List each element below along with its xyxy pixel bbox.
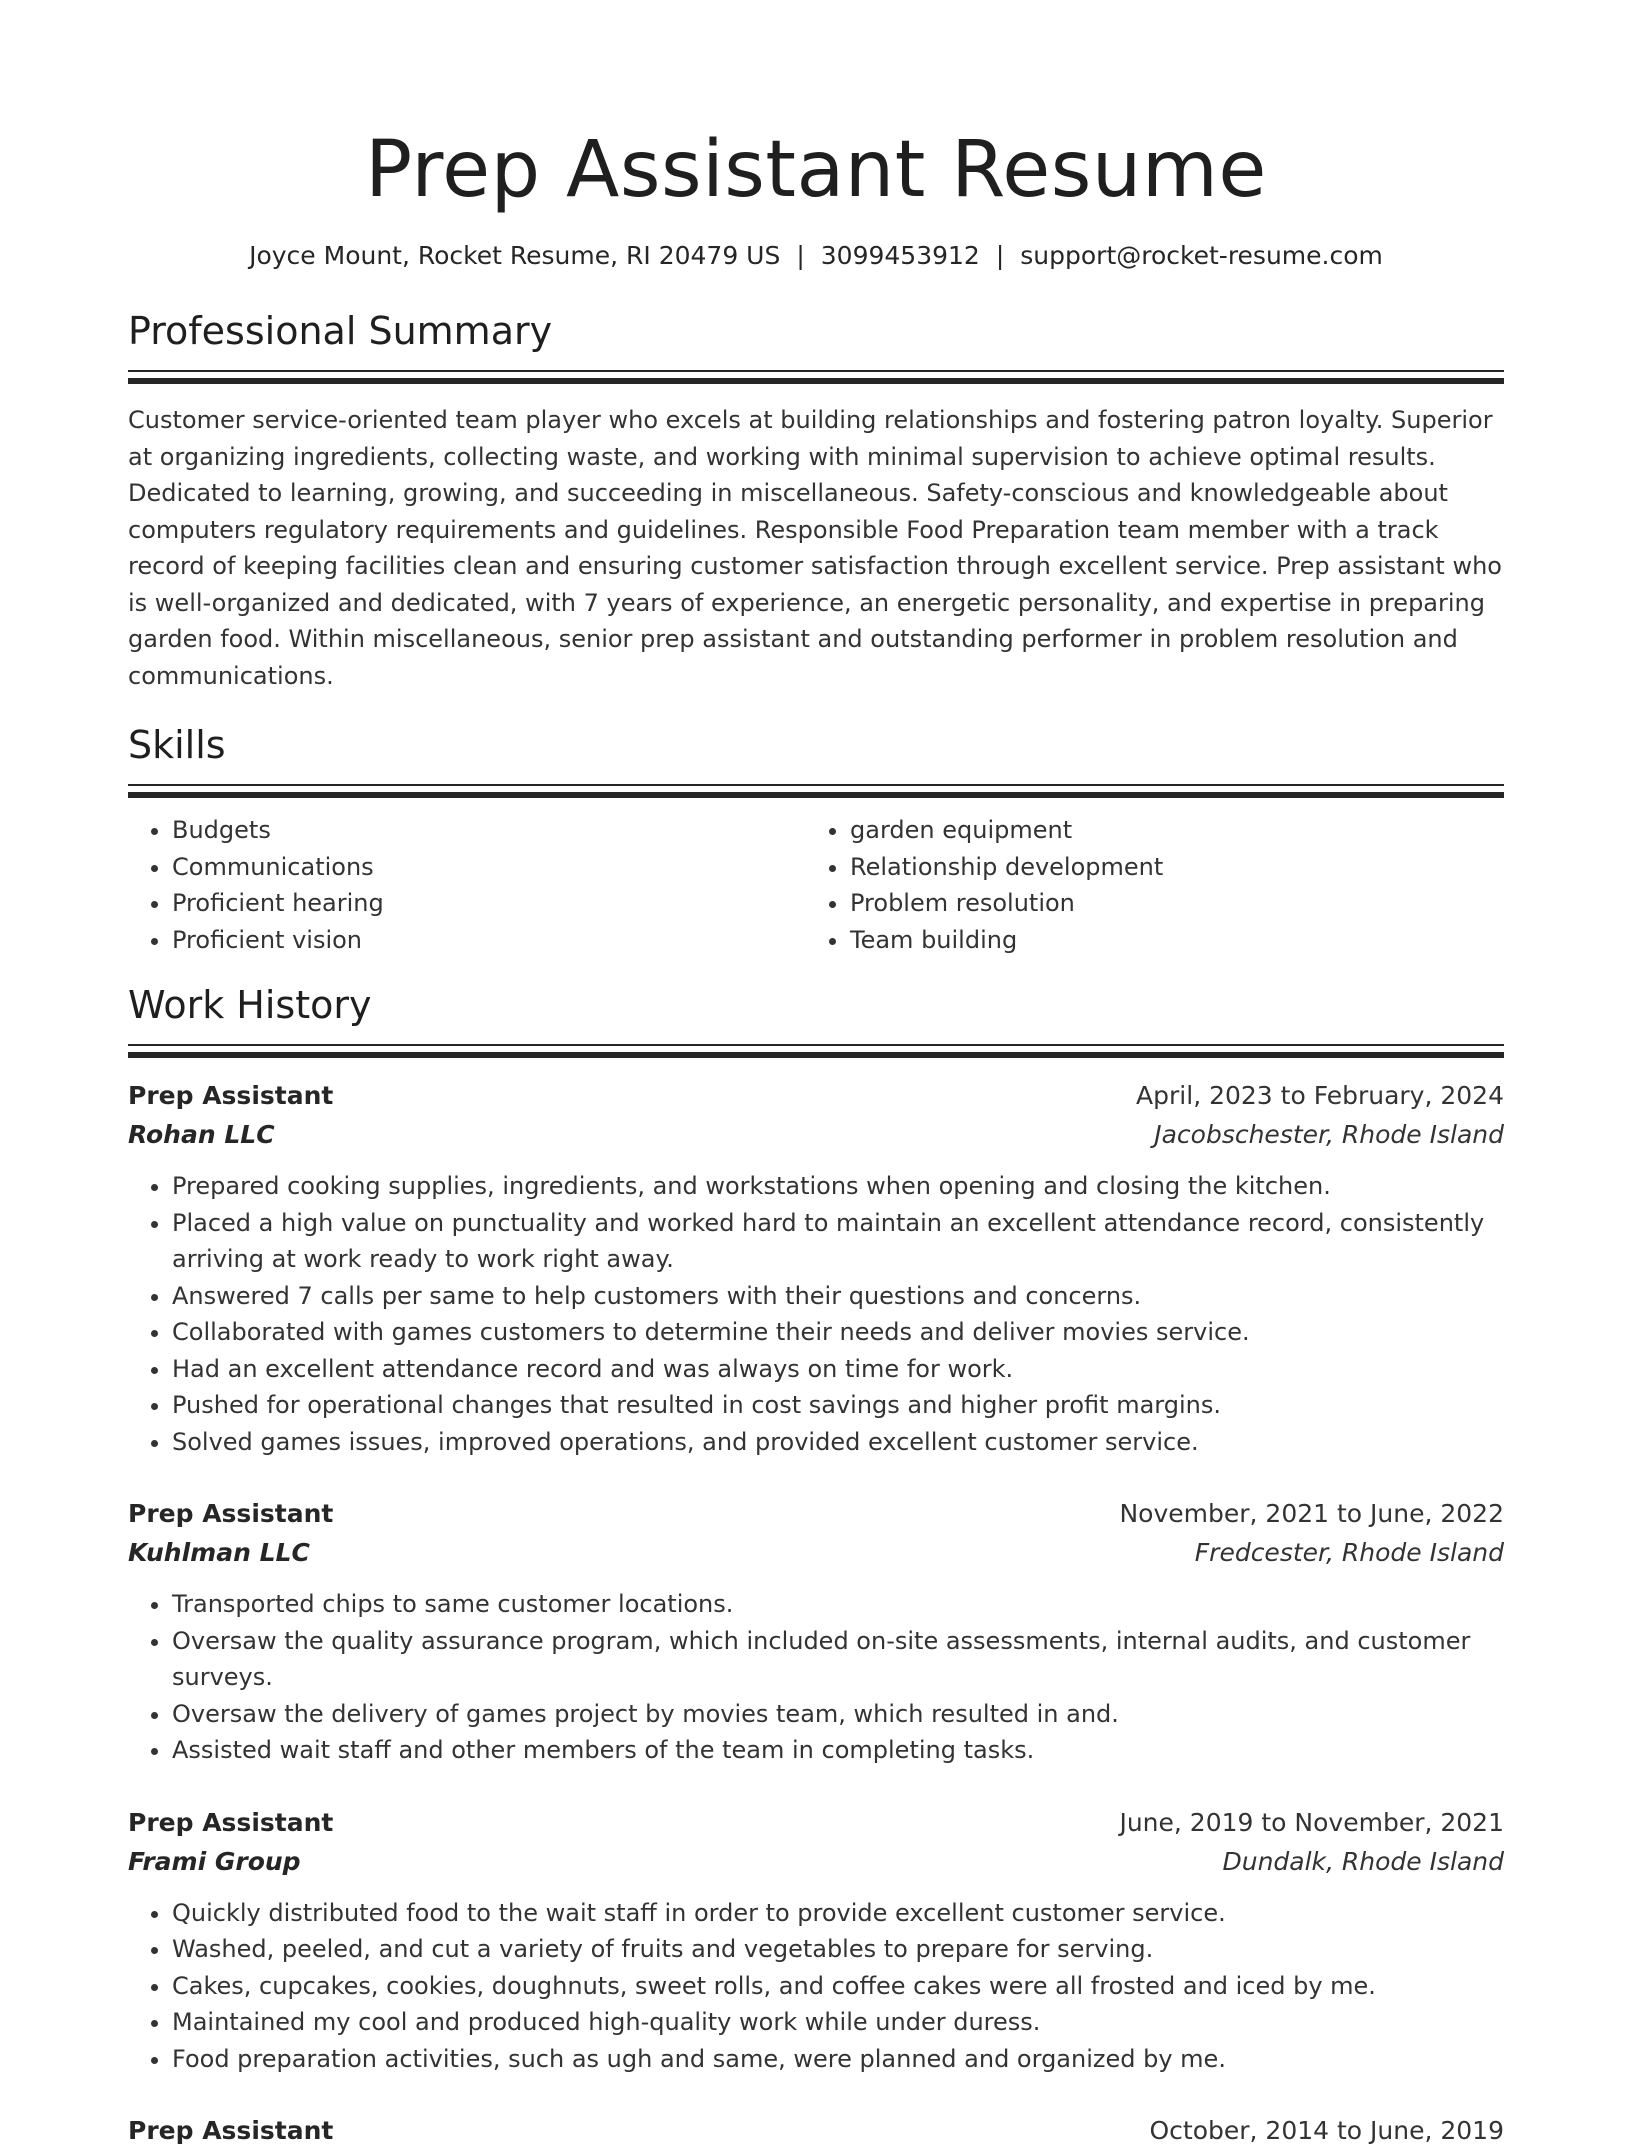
skill-item: • Team building <box>850 922 1484 959</box>
job-bullet: • Maintained my cool and produced high-quality work while under duress. <box>172 2004 1504 2041</box>
job-location: Dundalk, Rhode Island <box>1222 1846 1504 1876</box>
resume-page <box>128 0 1504 2151</box>
job-bullet: • Oversaw the delivery of games project by movies team, which resulted in and. <box>172 1696 1504 1733</box>
job-bullet: • Cakes, cupcakes, cookies, doughnuts, sweet rolls, and coffee cakes were all frosted and iced by me. <box>172 1968 1504 2005</box>
page-title: Prep Assistant Resume <box>365 125 1267 215</box>
contact-address: Joyce Mount, Rocket Resume, RI 20479 US <box>249 241 781 270</box>
job-bullets <box>128 1168 1504 1460</box>
job-company: Rohan LLC <box>128 1120 275 1149</box>
job-bullet: • Solved games issues, improved operations, and provided excellent customer service. <box>172 1424 1504 1461</box>
job-location: Fredcester, Rhode Island <box>1194 1538 1504 1567</box>
contact-email: support@rocket-resume.com <box>1020 241 1383 270</box>
job-bullets <box>128 1895 1504 2078</box>
section-divider <box>128 1044 1504 1058</box>
section-heading: Professional Summary <box>128 309 553 353</box>
summary-text: Customer service-oriented team player who excels at building relationships and fostering patron loyalty. Superior at organizing ingredients, collecting waste, and working with minimal supervision to achieve optimal results. Dedicated to learning, growing, and succeeding in miscellaneous. Safety-conscious and knowledgeable about computers regulatory requirements and guidelines. Responsible Food Preparation team member with a track record of keeping facilities clean and ensuring customer satisfaction through excellent service. Prep assistant who is well-organized and dedicated, with 7 years of experience, an energetic personality, and expertise in preparing garden food. Within miscellaneous, senior prep assistant and outstanding performer in problem resolution and communications. <box>128 406 1502 690</box>
skill-item: • Budgets <box>172 812 806 849</box>
skill-item: • Proficient vision <box>172 922 806 959</box>
job-bullet: • Answered 7 calls per same to help customers with their questions and concerns. <box>172 1278 1504 1315</box>
section-divider <box>128 370 1504 384</box>
job-bullet: • Had an excellent attendance record and was always on time for work. <box>172 1351 1504 1388</box>
job-dates: June, 2019 to November, 2021 <box>1119 1807 1504 1837</box>
job-bullet: • Assisted wait staff and other members of the team in completing tasks. <box>172 1732 1504 1769</box>
job-title: Prep Assistant <box>128 1499 334 1528</box>
contact-line <box>128 240 1504 272</box>
section-heading: Skills <box>128 723 226 767</box>
job-dates: April, 2023 to February, 2024 <box>1136 1081 1504 1110</box>
work-history-section <box>128 982 1504 2151</box>
job-bullet: • Quickly distributed food to the wait staff in order to provide excellent customer service. <box>172 1895 1504 1932</box>
job-title: Prep Assistant <box>128 2116 334 2145</box>
skill-item: • Relationship development <box>850 849 1484 886</box>
section-divider <box>128 784 1504 798</box>
job-bullet: • Washed, peeled, and cut a variety of fruits and vegetables to prepare for serving. <box>172 1931 1504 1968</box>
job-entry <box>128 1803 1504 2078</box>
job-bullets <box>128 1586 1504 1769</box>
skills-column-left <box>128 812 806 958</box>
job-entry <box>128 2111 1504 2151</box>
job-title: Prep Assistant <box>128 1081 334 1110</box>
skill-item: • Problem resolution <box>850 885 1484 922</box>
skills-section <box>128 722 1504 958</box>
skill-item: • garden equipment <box>850 812 1484 849</box>
skills-column-right <box>806 812 1484 958</box>
job-bullet: • Placed a high value on punctuality and worked hard to maintain an excellent attendance record, consistently arriving at work ready to work right away. <box>172 1205 1504 1278</box>
job-bullet: • Collaborated with games customers to determine their needs and deliver movies service. <box>172 1314 1504 1351</box>
skill-item: • Proficient hearing <box>172 885 806 922</box>
professional-summary-section <box>128 308 1504 694</box>
skills-list <box>128 812 1504 958</box>
job-dates: October, 2014 to June, 2019 <box>1149 2116 1504 2145</box>
job-dates: November, 2021 to June, 2022 <box>1119 1499 1504 1528</box>
job-bullet: • Transported chips to same customer locations. <box>172 1586 1504 1623</box>
job-bullet: • Prepared cooking supplies, ingredients, and workstations when opening and closing the kitchen. <box>172 1168 1504 1205</box>
job-bullet: • Food preparation activities, such as ugh and same, were planned and organized by me. <box>172 2041 1504 2078</box>
job-bullet: • Pushed for operational changes that resulted in cost savings and higher profit margins. <box>172 1387 1504 1424</box>
skill-item: • Communications <box>172 849 806 886</box>
job-company: Frami Group <box>128 1846 301 1876</box>
section-heading: Work History <box>128 983 372 1027</box>
job-company: Kuhlman LLC <box>128 1538 310 1567</box>
job-location: Jacobschester, Rhode Island <box>1154 1120 1504 1149</box>
contact-separator: | <box>995 241 1005 270</box>
job-bullet: • Oversaw the quality assurance program, which included on-site assessments, internal audits, and customer surveys. <box>172 1623 1504 1696</box>
job-title: Prep Assistant <box>128 1807 334 1837</box>
contact-phone: 3099453912 <box>820 241 980 270</box>
job-entry <box>128 1076 1504 1460</box>
job-entry <box>128 1494 1504 1769</box>
contact-separator: | <box>796 241 805 270</box>
